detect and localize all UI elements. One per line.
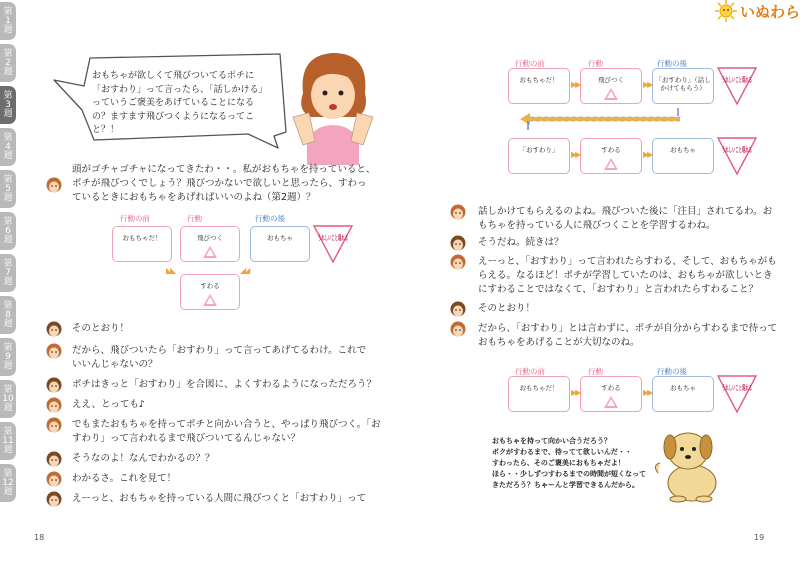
tab-label: 週 [3, 402, 13, 413]
right-dialog-line: えーっと、「おすわり」って言われたらすわる、そして、おもちゃがも [478, 256, 777, 267]
arrow-icon: ▶▶ [571, 80, 580, 89]
brand-logo [715, 0, 800, 22]
triangle-mark [203, 246, 217, 258]
tab-week-12[interactable] [0, 464, 16, 502]
tab-prefix: 第 [3, 90, 13, 101]
dog-bubble-line: すわったら、そのご褒美におもちゃだよ！ [492, 459, 625, 467]
woman-face-icon [46, 470, 62, 492]
woman-illustration [285, 45, 380, 165]
woman-face-icon [450, 203, 466, 225]
tab-label: 週 [3, 444, 13, 455]
tab-num: 3 [5, 99, 11, 110]
box-alt-text: すわる [200, 282, 220, 290]
tab-num: 12 [2, 477, 14, 488]
dog-bubble-line: ボクがすわるまで、待ってて欲しいんだ・・ [492, 448, 632, 456]
tab-label: 週 [3, 360, 13, 371]
tab-week-2[interactable] [0, 44, 16, 82]
dog-bubble-line: おもちゃを持って向かい合うだろう？ [492, 437, 611, 445]
tab-label: 週 [3, 108, 13, 119]
man-face-icon [450, 300, 466, 322]
man-face-icon [46, 450, 62, 472]
arrow-icon: ▶▶ [571, 388, 580, 397]
happy-badge [716, 134, 785, 176]
r1-box-action-text: 飛びつく [598, 76, 624, 84]
tab-prefix: 第 [3, 174, 13, 185]
tab-label: 週 [3, 150, 13, 161]
left-dialog-line: でもまたおもちゃを持ってポチと向かい合うと、やっぱり飛びつく。「お [72, 419, 381, 430]
tab-week-3[interactable] [0, 86, 16, 124]
tab-week-11[interactable] [0, 422, 16, 460]
triangle-mark [604, 88, 618, 100]
triangle-mark [604, 396, 618, 408]
tab-week-1[interactable] [0, 2, 16, 40]
r2-box-after: おもちゃ [652, 138, 714, 174]
r3-box-before: おもちゃだ！ [508, 376, 570, 412]
badge-text: うれしいこと現れる [722, 76, 785, 84]
tab-num: 6 [5, 225, 11, 236]
triangle-mark [604, 158, 618, 170]
tab-prefix: 第 [3, 48, 13, 59]
tab-num: 9 [5, 351, 11, 362]
chapter-tabs [0, 0, 17, 520]
label-after: 行動の後 [255, 214, 285, 223]
tab-prefix: 第 [3, 216, 13, 227]
tab-label: 週 [3, 486, 13, 497]
left-dialog-line: えーっと、おもちゃを持っている人間に飛びつくと「おすわり」って [72, 493, 367, 504]
tab-prefix: 第 [3, 132, 13, 143]
arrow-icon: ◢◢ [240, 266, 249, 275]
tab-label: 週 [3, 318, 13, 329]
badge-text: うれしいこと現れる [318, 234, 381, 242]
tab-prefix: 第 [3, 258, 13, 269]
r1-box-before: おもちゃだ！ [508, 68, 570, 104]
tab-label: 週 [3, 192, 13, 203]
intro-line-2: ポチが飛びつくでしょう？飛びつかないで欲しいと思ったら、すわっ [72, 178, 367, 189]
box-before: おもちゃだ！ [112, 226, 172, 262]
tab-num: 1 [5, 15, 11, 26]
left-dialog-line: すわり」って言われるまで飛びついてるんじゃない？ [72, 433, 301, 444]
tab-prefix: 第 [3, 468, 13, 479]
tab-week-10[interactable] [0, 380, 16, 418]
woman-face-icon [46, 416, 62, 438]
tab-week-8[interactable] [0, 296, 16, 334]
tab-prefix: 第 [3, 6, 13, 17]
tab-week-7[interactable] [0, 254, 16, 292]
r3-label-after: 行動の後 [657, 367, 687, 376]
connector-bar [510, 108, 720, 130]
tab-label: 週 [3, 276, 13, 287]
woman-face-icon [46, 176, 62, 194]
right-dialog-line: そうだね。続きは？ [478, 237, 564, 248]
box-after: おもちゃ [250, 226, 310, 262]
left-dialog-line: そうなのよ！なんでわかるの？？ [72, 453, 215, 464]
woman-face-icon [46, 342, 62, 364]
dog-bubble-line: ほら・・少しずつすわるまでの時間が短くなって [492, 470, 646, 478]
arrow-icon: ▶▶ [571, 150, 580, 159]
left-dialog-line: ポチはきっと「おすわり」を合図に、よくすわるようになっただろう？ [72, 379, 377, 390]
right-dialog-line: おもちゃをあげることが大切なのね。 [478, 337, 640, 348]
page-number-right: 19 [754, 533, 765, 542]
tab-num: 4 [5, 141, 11, 152]
r1-box-after: 「おすわり」（話しかけてもらう） [652, 68, 714, 104]
tab-num: 8 [5, 309, 11, 320]
tab-prefix: 第 [3, 300, 13, 311]
dog-illustration [648, 425, 726, 503]
right-dialog-line: そのとおり！ [478, 303, 536, 314]
left-dialog-line: だから、飛びついたら「おすわり」って言ってあげてるわけ。これで [72, 345, 367, 356]
badge-text: うれしいこと現れる [722, 146, 785, 154]
badge-text: うれしいこと現れる [722, 384, 785, 392]
right-dialog-line: らえる。なるほど！ポチが学習していたのは、おもちゃが欲しいとき [478, 270, 773, 281]
woman-face-icon [46, 396, 62, 418]
tab-label: 週 [3, 234, 13, 245]
triangle-mark-2 [203, 294, 217, 306]
woman-face-icon [450, 253, 466, 275]
left-dialog-line: ええ、とっても♪ [72, 399, 145, 410]
r1-label-after: 行動の後 [657, 59, 687, 68]
r3-box-action-text: すわる [601, 384, 621, 392]
left-dialog-line: そのとおり！ [72, 323, 130, 334]
man-face-icon [46, 490, 62, 512]
tab-num: 5 [5, 183, 11, 194]
logo-text: いぬわら [739, 2, 800, 21]
tab-prefix: 第 [3, 426, 13, 437]
intro-line-3: ているときにおもちゃをあげればいいのよね（第2週）？ [72, 192, 316, 203]
happy-badge [312, 222, 381, 264]
r1-label-action: 行動 [588, 59, 603, 68]
tab-prefix: 第 [3, 384, 13, 395]
tab-num: 10 [2, 393, 14, 404]
tab-week-6[interactable] [0, 212, 16, 250]
label-action: 行動 [187, 214, 202, 223]
tab-week-4[interactable] [0, 128, 16, 166]
right-dialog-line: にすわることではなくて、「おすわり」と言われたらすわること？ [478, 284, 759, 295]
tab-num: 7 [5, 267, 11, 278]
tab-week-5[interactable] [0, 170, 16, 208]
right-dialog-line: もちゃを持っている人に飛びつくことを学習するわね。 [478, 220, 716, 231]
right-dialog-line: だから、「おすわり」とは言わずに、ポチが自分からすわるまで待って [478, 323, 778, 334]
page-number-left: 18 [34, 533, 45, 542]
dog-bubble-line: きただろう？ちゃーんと学習できるんだから。 [492, 481, 639, 489]
speech-bubble-text: おもちゃが欲しくて飛びついてるポチに「おすわり」って言ったら、「話しかける」っていうご褒美をあげていることになるの？ますます飛びつくようになるってこと？！ [92, 71, 268, 135]
intro-line-1: 頭がゴチャゴチャになってきたわ・・。私がおもちゃを持っていると、 [72, 164, 376, 175]
man-face-icon [46, 376, 62, 398]
tab-prefix: 第 [3, 342, 13, 353]
tab-num: 2 [5, 57, 11, 68]
r3-label-before: 行動の前 [515, 367, 545, 376]
r3-label-action: 行動 [588, 367, 603, 376]
tab-week-9[interactable] [0, 338, 16, 376]
right-dialog-line: 話しかけてもらえるのよね。飛びついた後に「注目」されてるわ。お [478, 206, 773, 217]
r3-box-after: おもちゃ [652, 376, 714, 412]
arrow-icon: ▶▶ [643, 80, 652, 89]
r2-box-action-text: すわる [601, 146, 621, 154]
r2-box-before: 「おすわり」 [508, 138, 570, 174]
tab-num: 11 [2, 435, 14, 446]
tab-label: 週 [3, 24, 13, 35]
label-before: 行動の前 [120, 214, 150, 223]
arrow-icon: ▶▶ [643, 150, 652, 159]
man-face-icon [46, 320, 62, 342]
woman-face-icon [450, 320, 466, 342]
tab-label: 週 [3, 66, 13, 77]
sun-icon [715, 0, 737, 22]
left-dialog-line: いいんじゃないの？ [72, 359, 158, 370]
happy-badge [716, 372, 785, 414]
happy-badge [716, 64, 785, 106]
arrow-icon: ▶▶ [643, 388, 652, 397]
left-dialog-line: わかるさ。これを見て！ [72, 473, 177, 484]
box-action-text: 飛びつく [197, 234, 223, 242]
r1-label-before: 行動の前 [515, 59, 545, 68]
arrow-icon: ◣◣ [166, 266, 175, 275]
